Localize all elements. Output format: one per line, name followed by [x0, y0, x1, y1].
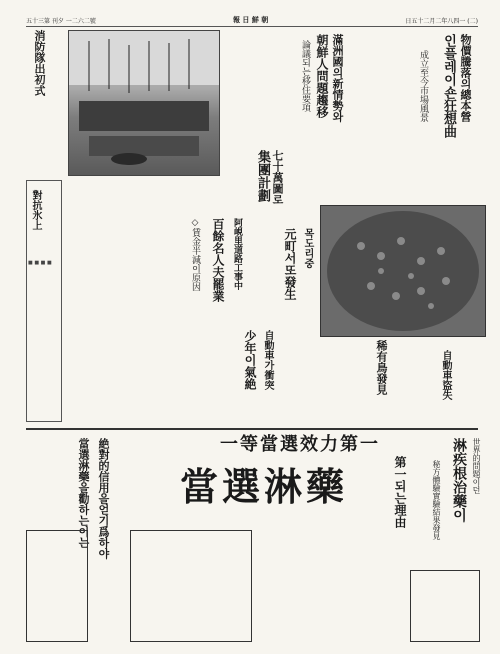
auto-loss-headline: 自動車盜失 — [440, 350, 451, 400]
crowd-illustration — [69, 31, 219, 175]
fire-headline-1: 목도리중 — [302, 228, 313, 268]
manchuria-headline-1: 滿洲國의新情勢와 — [331, 34, 344, 122]
labor-headline-3: ◇賃金半減이原因 — [190, 218, 200, 291]
ad-left-2: 當選淋藥을勸하는이는 — [77, 438, 90, 548]
labor-headline-1: 阿峴里道路工事中 — [232, 218, 242, 290]
manchuria-headline-3: 論議되는移住要項 — [300, 40, 310, 112]
disease-headline-3: 秘方體驗實驗結果發見 — [432, 460, 441, 540]
ad-first-reason: 第一되는理由 — [393, 456, 407, 528]
fire-headline-2: 元町서또發生 — [283, 228, 297, 300]
ad-mid-text: 效力第一 — [300, 434, 380, 455]
left-sidebar-box — [26, 180, 62, 422]
masthead-center: 報 日 鮮 朝 — [232, 15, 269, 24]
ad-top-text: 一等當選 — [220, 434, 300, 455]
masthead-left: 五十三第 刊夕 一二六二號 — [26, 17, 96, 25]
labor-headline-2: 百餘名人夫罷業 — [211, 218, 225, 302]
masthead-right: 日五十二月二年八四一 (二) — [405, 17, 478, 25]
bottom-ad-box-right — [410, 570, 480, 642]
auto-headline-1: 自動車가衝突 — [262, 330, 273, 390]
auto-headline-2: 少年이氣絶 — [243, 330, 257, 390]
fire-brigade-photo — [68, 30, 220, 176]
left-sidebar-text: ■ ■ ■ ■ — [28, 260, 52, 266]
seventy-headline-1: 七十萬圖로 — [271, 150, 284, 205]
disease-headline-2: 世界的問題이던 — [472, 438, 481, 494]
manchuria-headline-2: 朝鮮人問題趨移 — [315, 34, 329, 118]
price-headline-1: 物價騰落의總本營 — [459, 34, 472, 122]
price-headline-2: 인플레이숀狂想曲 — [441, 34, 456, 138]
crowd-photo — [320, 205, 486, 337]
crowd-texture — [321, 206, 485, 336]
ad-main-text: 當選淋藥 — [180, 464, 349, 509]
school-headline: 對抗氷上 — [30, 190, 41, 230]
bottom-ad-box-left — [26, 530, 88, 642]
disease-headline-1: 淋疾根治藥이 — [451, 438, 467, 522]
bottom-ad-box-mid — [130, 530, 252, 642]
price-headline-3: 成立至今市場風景 — [418, 50, 428, 122]
ad-left-1: 絶對的信用을얻기爲하야 — [97, 438, 110, 559]
bird-headline: 稀有鳥發見 — [375, 340, 388, 395]
masthead — [26, 14, 478, 27]
seventy-headline-2: 集團計劃 — [255, 150, 270, 202]
fire-brigade-headline: 消防隊出初式 — [33, 30, 46, 96]
